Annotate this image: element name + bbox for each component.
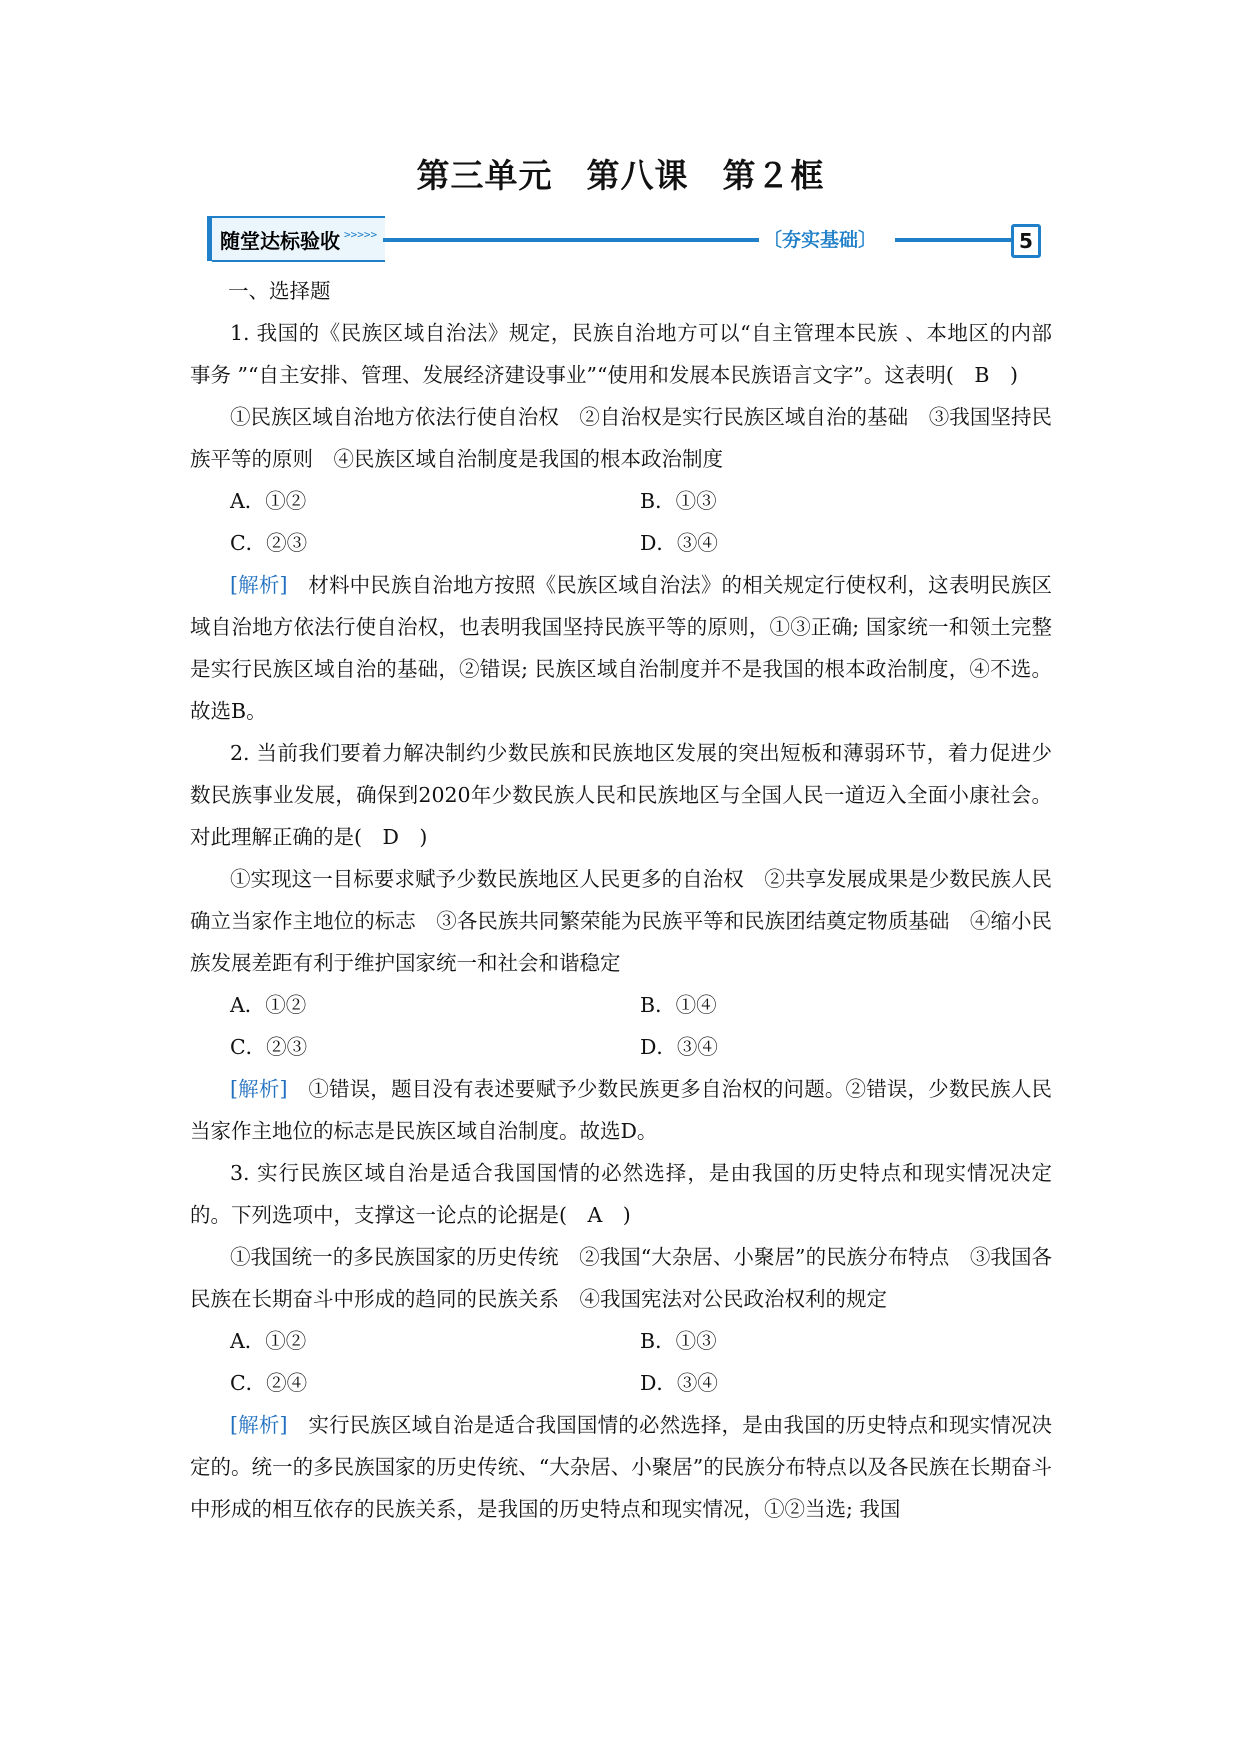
option: D．③④: [640, 531, 718, 555]
banner-label: 随堂达标验收: [220, 228, 340, 253]
option: C．②④: [230, 1371, 308, 1395]
question-3-options-row-1: [190, 1320, 1052, 1362]
question-3-stem: 3. 实行民族区域自治是适合我国国情的必然选择，是由我国的历史特点和现实情况决定的。下列选项中，支撑这一论点的论据是( A ): [190, 1161, 1052, 1227]
section-banner: [207, 214, 1037, 264]
option: B．①③: [640, 1329, 717, 1353]
question-2-options-row-1: [190, 984, 1052, 1026]
question-2-statements: ①实现这一目标要求赋予少数民族地区人民更多的自治权 ②共享发展成果是少数民族人民确立当家作主地位的标志 ③各民族共同繁荣能为民族平等和民族团结奠定物质基础 ④缩小民族发展差距有利于维护国家统一和社会和谐稳定: [190, 867, 1052, 975]
option: D．③④: [640, 1035, 718, 1059]
question-2-stem: 2. 当前我们要着力解决制约少数民族和民族地区发展的突出短板和薄弱环节，着力促进少数民族事业发展，确保到2020年少数民族人民和民族地区与全国人民一道迈入全面小康社会。对此理解正确的是( D ): [190, 741, 1052, 849]
option: A．①②: [230, 489, 307, 513]
banner-center-label: 〔夯实基础〕: [763, 229, 878, 251]
question-1-stem: 1. 我国的《民族区域自治法》规定，民族自治地方可以“自主管理本民族 、本地区的内部事务 ”“自主安排、管理、发展经济建设事业”“使用和发展本民族语言文字”。这表明( B ): [190, 321, 1052, 387]
analysis-text: 材料中民族自治地方按照《民族区域自治法》的相关规定行使权利，这表明民族区域自治地方依法行使自治权，也表明我国坚持民族平等的原则，①③正确; 国家统一和领土完整是实行民族区域自治的基础，②错误; 民族区域自治制度并不是我国的根本政治制度，④不选。故选B。: [190, 573, 1052, 723]
question-2-analysis: [190, 1068, 1052, 1152]
page-title: 第三单元 第八课 第２框: [416, 156, 825, 195]
document-content: [190, 270, 1052, 1530]
analysis-tag: [解析]: [230, 1077, 288, 1101]
question-3-statements: ①我国统一的多民族国家的历史传统 ②我国“大杂居、小聚居”的民族分布特点 ③我国各民族在长期奋斗中形成的趋同的民族关系 ④我国宪法对公民政治权利的规定: [190, 1245, 1052, 1311]
banner-label-box: [212, 216, 385, 262]
banner-arrows-icon: >>>>>: [344, 227, 378, 241]
option: A．①②: [230, 1329, 307, 1353]
section-heading: 一、选择题: [228, 279, 331, 303]
option: D．③④: [640, 1371, 718, 1395]
analysis-tag: [解析]: [230, 1413, 288, 1437]
option: C．②③: [230, 1035, 308, 1059]
question-2-options-row-2: [190, 1026, 1052, 1068]
question-1-statements: ①民族区域自治地方依法行使自治权 ②自治权是实行民族区域自治的基础 ③我国坚持民族平等的原则 ④民族区域自治制度是我国的根本政治制度: [190, 405, 1052, 471]
banner-rule-left: [383, 238, 759, 242]
question-1-analysis: [190, 564, 1052, 732]
analysis-tag: [解析]: [230, 573, 288, 597]
option: C．②③: [230, 531, 308, 555]
analysis-text: 实行民族区域自治是适合我国国情的必然选择，是由我国的历史特点和现实情况决定的。统一的多民族国家的历史传统、“大杂居、小聚居”的民族分布特点以及各民族在长期奋斗中形成的相互依存的民族关系，是我国的历史特点和现实情况，①②当选; 我国: [190, 1413, 1052, 1521]
analysis-text: ①错误，题目没有表述要赋予少数民族更多自治权的问题。②错误，少数民族人民当家作主地位的标志是民族区域自治制度。故选D。: [190, 1077, 1052, 1143]
option: A．①②: [230, 993, 307, 1017]
question-3-options-row-2: [190, 1362, 1052, 1404]
question-1-options-row-2: [190, 522, 1052, 564]
option: B．①④: [640, 993, 717, 1017]
option: B．①③: [640, 489, 717, 513]
question-3-analysis: [190, 1404, 1052, 1530]
banner-number-badge: 5: [1011, 224, 1041, 258]
question-1-options-row-1: [190, 480, 1052, 522]
banner-rule-right: [895, 238, 1013, 242]
